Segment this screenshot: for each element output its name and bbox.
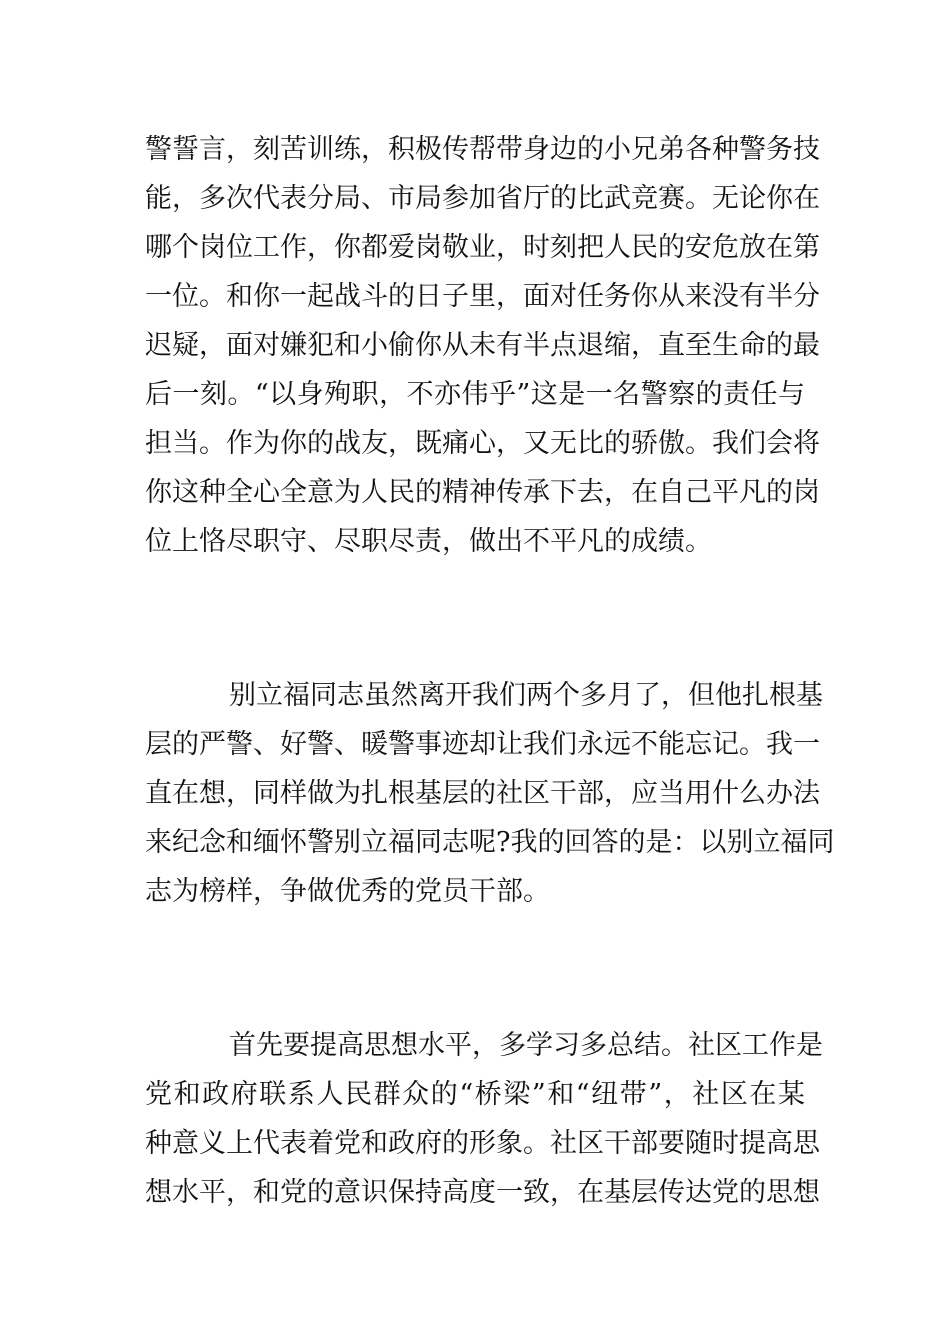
paragraph-1-line-2: 能，多次代表分局、市局参加省厅的比武竞赛。无论你在 <box>145 183 820 214</box>
paragraph-2-line-5: 志为榜样，争做优秀的党员干部。 <box>145 876 550 907</box>
paragraph-1-line-5: 迟疑，面对嫌犯和小偷你从未有半点退缩，直至生命的最 <box>145 330 820 361</box>
paragraph-3-line-1: 首先要提高思想水平，多学习多总结。社区工作是 <box>229 1030 823 1061</box>
paragraph-3-line-3: 种意义上代表着党和政府的形象。社区干部要随时提高思 <box>145 1128 820 1159</box>
paragraph-1-line-3: 哪个岗位工作，你都爱岗敬业，时刻把人民的安危放在第 <box>145 232 820 263</box>
paragraph-3-line-2: 党和政府联系人民群众的“桥梁”和“纽带”，社区在某 <box>145 1079 805 1110</box>
paragraph-1-line-1: 警誓言，刻苦训练，积极传帮带身边的小兄弟各种警务技 <box>145 134 820 165</box>
paragraph-2-line-3: 直在想，同样做为扎根基层的社区干部，应当用什么办法 <box>145 778 820 809</box>
paragraph-3-line-4: 想水平，和党的意识保持高度一致，在基层传达党的思想 <box>145 1177 820 1208</box>
paragraph-2-line-4: 来纪念和缅怀警别立福同志呢?我的回答的是：以别立福同 <box>145 827 835 858</box>
paragraph-2-line-2: 层的严警、好警、暖警事迹却让我们永远不能忘记。我一 <box>145 729 820 760</box>
paragraph-1-line-7: 担当。作为你的战友，既痛心，又无比的骄傲。我们会将 <box>145 428 820 459</box>
paragraph-1-line-4: 一位。和你一起战斗的日子里，面对任务你从来没有半分 <box>145 281 820 312</box>
paragraph-2-line-1: 别立福同志虽然离开我们两个多月了，但他扎根基 <box>229 680 823 711</box>
paragraph-1-line-6: 后一刻。“以身殉职，不亦伟乎”这是一名警察的责任与 <box>145 379 805 410</box>
paragraph-1-line-8: 你这种全心全意为人民的精神传承下去，在自己平凡的岗 <box>145 477 820 508</box>
paragraph-1-line-9: 位上恪尽职守、尽职尽责，做出不平凡的成绩。 <box>145 526 712 557</box>
